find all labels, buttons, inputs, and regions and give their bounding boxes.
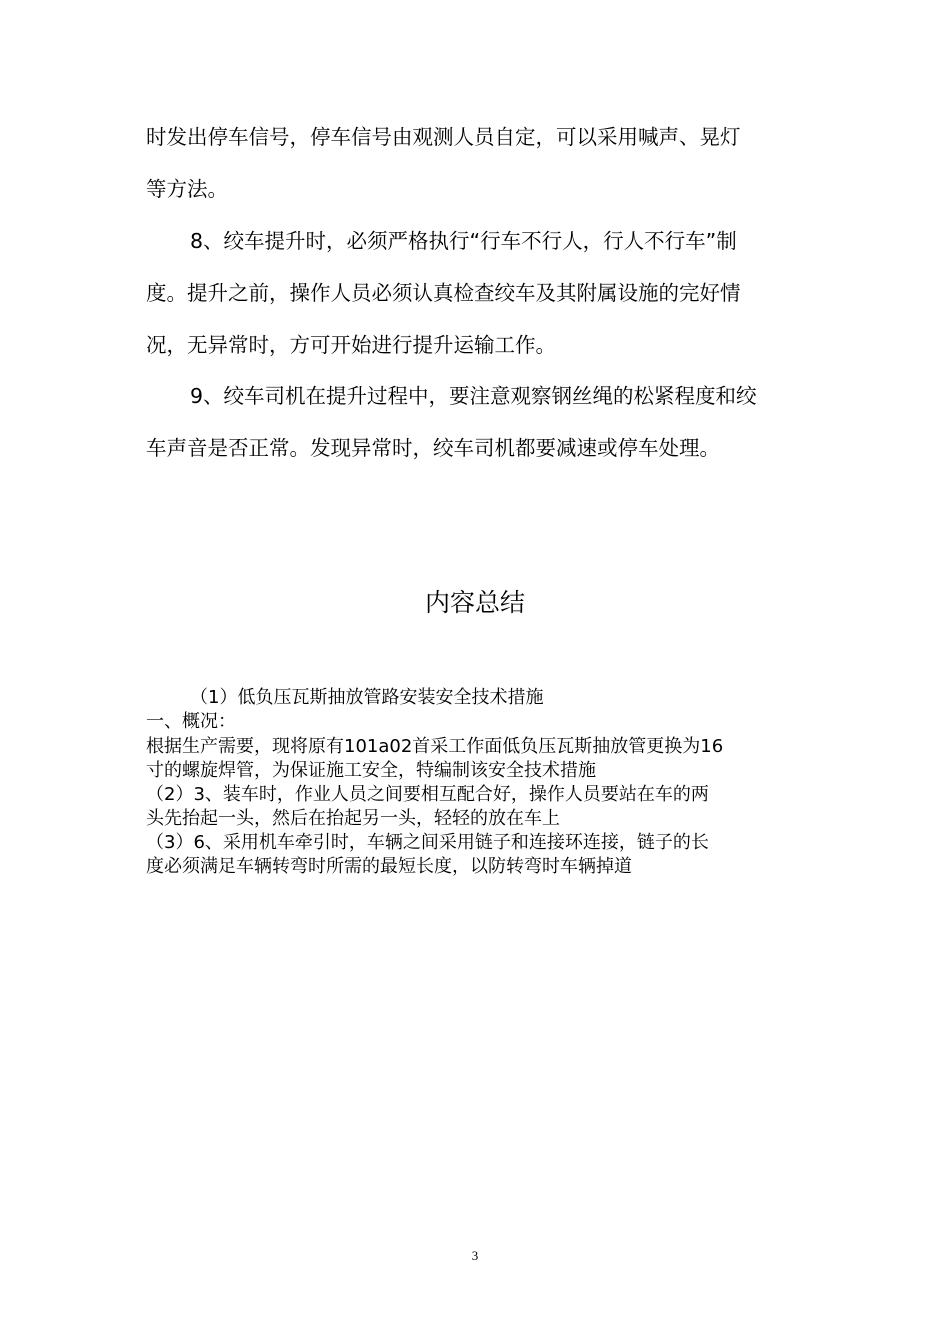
body-line-5: 况，无异常时，方可开始进行提升运输工作。 — [146, 333, 556, 357]
summary-line-6: 头先抬起一头，然后在抬起另一头，轻轻的放在车上 — [146, 808, 560, 829]
summary-line-2: 一、概况： — [146, 711, 236, 732]
summary-line-1: （1）低负压瓦斯抽放管路安装安全技术措施 — [190, 687, 544, 708]
body-line-7: 车声音是否正常。发现异常时，绞车司机都要减速或停车处理。 — [146, 436, 720, 460]
summary-title: 内容总结 — [424, 588, 525, 617]
summary-line-4: 寸的螺旋焊管，为保证施工安全，特编制该安全技术措施 — [146, 760, 596, 781]
body-line-3: 8、绞车提升时，必须严格执行“行车不行人，行人不行车”制 — [190, 229, 737, 253]
body-line-6: 9、绞车司机在提升过程中，要注意观察钢丝绳的松紧程度和绞 — [190, 384, 757, 408]
summary-line-5: （2）3、装车时，作业人员之间要相互配合好，操作人员要站在车的两 — [146, 784, 709, 805]
body-line-1: 时发出停车信号，停车信号由观测人员自定，可以采用喊声、晃灯 — [146, 125, 741, 149]
page-number: 3 — [471, 1248, 479, 1263]
summary-line-3: 根据生产需要，现将原有101a02首采工作面低负压瓦斯抽放管更换为16 — [146, 736, 724, 757]
body-line-2: 等方法。 — [146, 177, 228, 201]
body-line-4: 度。提升之前，操作人员必须认真检查绞车及其附属设施的完好情 — [146, 281, 741, 305]
summary-line-7: （3）6、采用机车牵引时，车辆之间采用链子和连接环连接，链子的长 — [146, 832, 709, 853]
summary-line-8: 度必须满足车辆转弯时所需的最短长度，以防转弯时车辆掉道 — [146, 856, 632, 877]
